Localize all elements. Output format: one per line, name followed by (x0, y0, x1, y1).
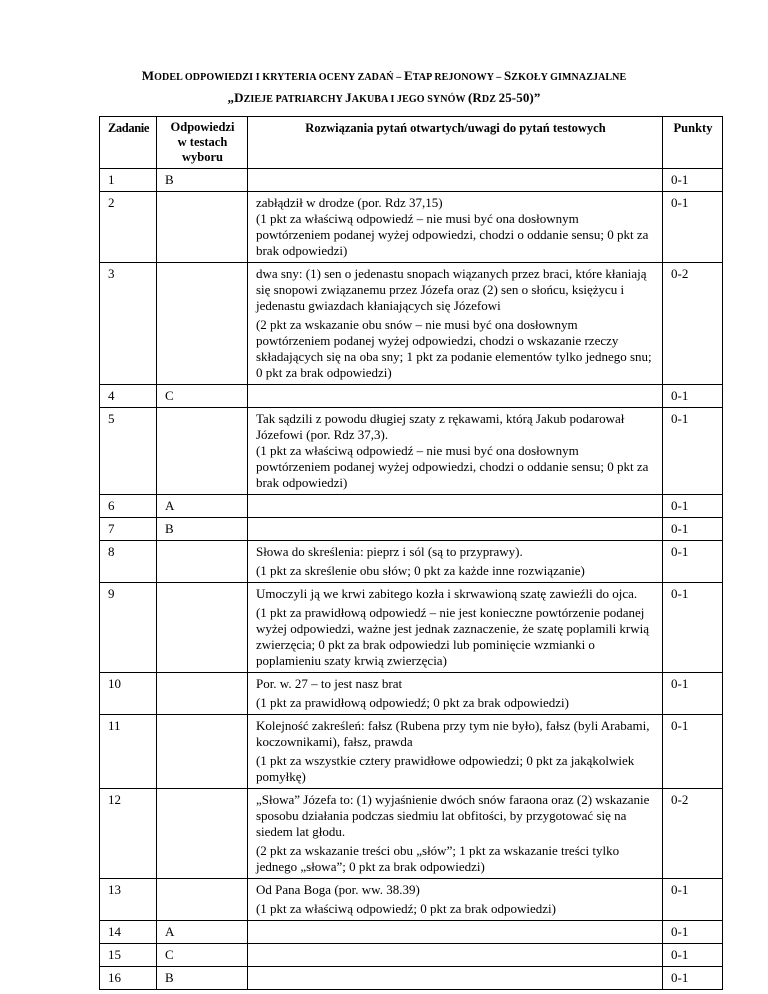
title-segment: AKUBA I JEGO SYNÓW (351, 94, 468, 105)
title-segment: ODEL ODPOWIEDZI I KRYTERIA OCENY ZADAŃ – (154, 72, 404, 83)
table-row (100, 967, 723, 990)
solution-paragraph: (2 pkt za wskazanie treści obu „słów”; 1 pkt za wskazanie treści tylko jednego „słowa”; 0 pkt za brak odpowiedzi) (255, 843, 620, 874)
title-segment: S (503, 68, 512, 83)
test-answer-cell (156, 541, 247, 583)
test-answer-cell (156, 673, 247, 715)
solution-paragraph: (1 pkt za prawidłową odpowiedź – nie jest konieczne powtórzenie podanej wyżej odpowiedzi, ważne jest jednak zaznaczenie, że szatę poplamili krwią zwierzęcia; 0 pkt za brak odpowiedzi lub pominięcie wzmianki o poplamieniu szaty krwią zwierzęcia) (255, 605, 650, 668)
test-answer-cell (156, 715, 247, 789)
solution-paragraph: (2 pkt za wskazanie obu snów – nie musi być ona dosłownym powtórzeniem podanej wyżej odpowiedzi, chodzi o wskazanie rzeczy składających się na oba sny; 1 pkt za podanie elementów tylko jednego snu; 0 pkt za brak odpowiedzi) (255, 317, 652, 380)
task-number-cell: 13 (100, 879, 157, 921)
test-answer-cell: B (156, 518, 247, 541)
solution-cell (247, 263, 662, 385)
solution-paragraph: Tak sądzili z powodu długiej szaty z rękawami, którą Jakub podarował Józefowi (por. Rdz 37,3). (1 pkt za właściwą odpowiedź – nie musi być ona dosłownym powtórzeniem podanej wyżej odpowiedzi, chodzi o oddanie sensu; 0 pkt za brak odpowiedzi) (255, 411, 649, 490)
task-number-cell: 3 (100, 263, 157, 385)
header-zadanie: Zadanie (100, 117, 157, 169)
points-cell: 0-1 (663, 944, 723, 967)
points-cell: 0-1 (663, 495, 723, 518)
solution-cell (247, 789, 662, 879)
title-segment: DZ (481, 94, 499, 105)
table-row (100, 518, 723, 541)
solution-paragraph: Kolejność zakreśleń: fałsz (Rubena przy tym nie było), fałsz (byli Arabami, koczownikami), fałsz, prawda (255, 718, 650, 749)
solution-paragraph: Umoczyli ją we krwi zabitego kozła i skrwawioną szatę zawieźli do ojca. (255, 586, 638, 601)
title-segment: (R (467, 90, 482, 105)
solution-paragraph: „Słowa” Józefa to: (1) wyjaśnienie dwóch snów faraona oraz (2) wskazanie sposobu działania podczas siedmiu lat obfitości, by przygotować się na siedem lat głodu. (255, 792, 650, 839)
solution-paragraph: (1 pkt za skreślenie obu słów; 0 pkt za każde inne rozwiązanie) (255, 563, 585, 578)
solution-paragraph: dwa sny: (1) sen o jedenastu snopach wiązanych przez braci, które kłaniają się snopowi związanemu przez Józefa oraz (2) sen o słońcu, księżycu i jedenastu gwiazdach kłaniających się Józefowi (255, 266, 647, 313)
test-answer-cell (156, 879, 247, 921)
task-number-cell: 14 (100, 921, 157, 944)
header-punkty: Punkty (663, 117, 723, 169)
title-segment: ZIEJE PATRIARCHY (243, 94, 346, 105)
solution-cell (247, 879, 662, 921)
task-number-cell: 10 (100, 673, 157, 715)
points-cell: 0-1 (663, 583, 723, 673)
points-cell: 0-2 (663, 789, 723, 879)
points-cell: 0-1 (663, 967, 723, 990)
table-row (100, 263, 723, 385)
title-segment: M (141, 68, 155, 83)
solution-cell (247, 408, 662, 495)
table-row (100, 495, 723, 518)
test-answer-cell: C (156, 385, 247, 408)
points-cell: 0-1 (663, 541, 723, 583)
points-cell: 0-1 (663, 408, 723, 495)
answer-key-table (99, 116, 723, 990)
solution-paragraph: (1 pkt za prawidłową odpowiedź; 0 pkt za brak odpowiedzi) (255, 695, 569, 710)
solution-cell (247, 673, 662, 715)
task-number-cell: 2 (100, 192, 157, 263)
points-cell: 0-1 (663, 673, 723, 715)
test-answer-cell: B (156, 169, 247, 192)
title-segment: ZKOŁY GIMNAZJALNE (511, 72, 627, 83)
solution-cell (247, 921, 662, 944)
points-cell: 0-1 (663, 385, 723, 408)
points-cell: 0-1 (663, 715, 723, 789)
solution-paragraph: (1 pkt za właściwą odpowiedź; 0 pkt za brak odpowiedzi) (255, 901, 556, 916)
solution-cell (247, 944, 662, 967)
table-body (100, 169, 723, 990)
title-segment: TAP REJONOWY – (412, 72, 504, 83)
table-row (100, 541, 723, 583)
solution-cell (247, 583, 662, 673)
solution-cell (247, 715, 662, 789)
table-row (100, 169, 723, 192)
task-number-cell: 6 (100, 495, 157, 518)
test-answer-cell (156, 263, 247, 385)
test-answer-cell (156, 583, 247, 673)
document-title-line-1 (0, 68, 768, 84)
test-answer-cell: C (156, 944, 247, 967)
header-rozwiazania: Rozwiązania pytań otwartych/uwagi do pytań testowych (247, 117, 662, 169)
points-cell: 0-1 (663, 921, 723, 944)
solution-cell (247, 518, 662, 541)
task-number-cell: 8 (100, 541, 157, 583)
solution-paragraph: Słowa do skreślenia: pieprz i sól (są to przyprawy). (255, 544, 523, 559)
test-answer-cell (156, 408, 247, 495)
title-segment: „D (227, 90, 244, 105)
table-row (100, 789, 723, 879)
solution-cell (247, 967, 662, 990)
solution-cell (247, 385, 662, 408)
table-row (100, 192, 723, 263)
solution-paragraph: zabłądził w drodze (por. Rdz 37,15) (1 pkt za właściwą odpowiedź – nie musi być ona dosłownym powtórzeniem podanej wyżej odpowiedzi, chodzi o oddanie sensu; 0 pkt za brak odpowiedzi) (255, 195, 649, 258)
points-cell: 0-1 (663, 518, 723, 541)
task-number-cell: 16 (100, 967, 157, 990)
test-answer-cell: A (156, 921, 247, 944)
task-number-cell: 15 (100, 944, 157, 967)
solution-paragraph: Od Pana Boga (por. ww. 38.39) (255, 882, 420, 897)
table-header-row (100, 117, 723, 169)
task-number-cell: 1 (100, 169, 157, 192)
solution-cell (247, 495, 662, 518)
solution-paragraph: Por. w. 27 – to jest nasz brat (255, 676, 403, 691)
points-cell: 0-1 (663, 192, 723, 263)
task-number-cell: 5 (100, 408, 157, 495)
solution-cell (247, 541, 662, 583)
test-answer-cell (156, 192, 247, 263)
solution-paragraph: (1 pkt za wszystkie cztery prawidłowe odpowiedzi; 0 pkt za jakąkolwiek pomyłkę) (255, 753, 635, 784)
title-segment: J (345, 90, 352, 105)
table-row (100, 673, 723, 715)
task-number-cell: 11 (100, 715, 157, 789)
table-row (100, 715, 723, 789)
solution-cell (247, 169, 662, 192)
table-row (100, 879, 723, 921)
points-cell: 0-1 (663, 879, 723, 921)
document-title-line-2 (0, 90, 768, 106)
test-answer-cell: B (156, 967, 247, 990)
test-answer-cell: A (156, 495, 247, 518)
table-row (100, 944, 723, 967)
task-number-cell: 9 (100, 583, 157, 673)
task-number-cell: 4 (100, 385, 157, 408)
table-row (100, 583, 723, 673)
solution-cell (247, 192, 662, 263)
test-answer-cell (156, 789, 247, 879)
table-row (100, 921, 723, 944)
header-odpowiedzi: Odpowiedzi w testach wyboru (156, 117, 247, 169)
task-number-cell: 7 (100, 518, 157, 541)
task-number-cell: 12 (100, 789, 157, 879)
table-row (100, 408, 723, 495)
points-cell: 0-1 (663, 169, 723, 192)
table-row (100, 385, 723, 408)
points-cell: 0-2 (663, 263, 723, 385)
title-segment: 25-50)” (498, 90, 541, 105)
title-segment: E (403, 68, 413, 83)
